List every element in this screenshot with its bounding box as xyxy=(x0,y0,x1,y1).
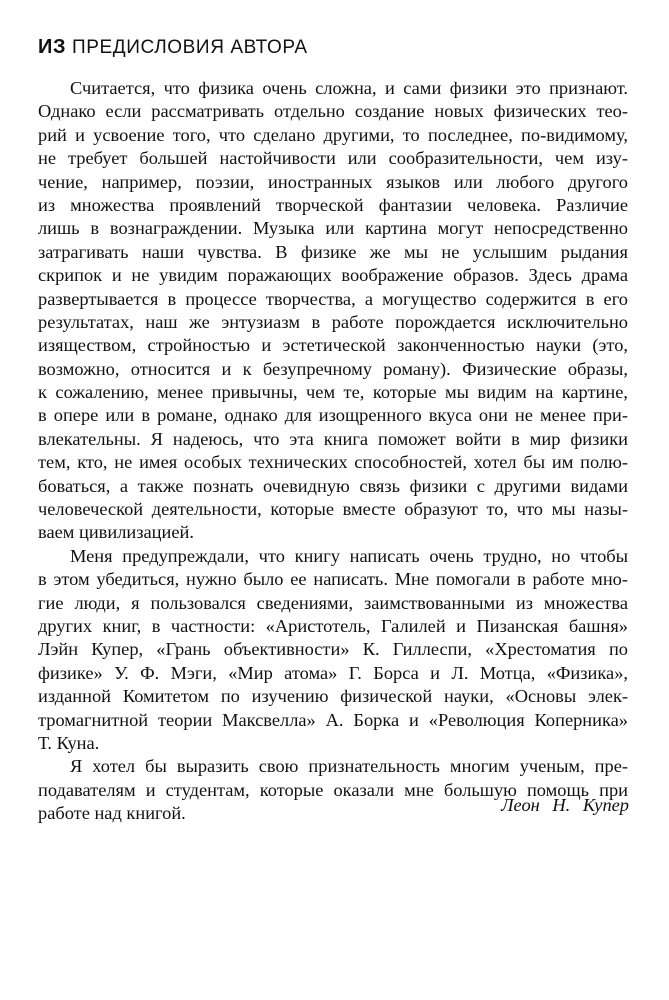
text-line: результатах, наш же энтузиазм в работе порождается исключительно xyxy=(38,311,628,332)
text-line: Я хотел бы выразить свою признательность многим ученым, пре- xyxy=(70,756,628,777)
text-line: ваем цивилизацией. xyxy=(38,522,194,543)
text-line: изяществом, стройностью и эстетической законченностью науки (это, xyxy=(38,335,628,356)
text-line: тем, кто, не имея особых технических способностей, хотел бы им полю- xyxy=(38,452,628,473)
text-line: чение, например, поэзии, иностранных языков или любого другого xyxy=(38,171,628,192)
page-heading xyxy=(38,36,308,59)
text-line: в опере или в романе, однако для изощренного вкуса они не менее при- xyxy=(38,405,628,426)
paragraph xyxy=(38,545,628,756)
text-line: возможно, относится и к безупречному роману). Физические образы, xyxy=(38,358,628,379)
text-line: из множества проявлений творческой фантазии человека. Различие xyxy=(38,194,628,215)
text-line: Лэйн Купер, «Грань объективности» К. Гиллеспи, «Хрестоматия по xyxy=(38,639,628,660)
text-line: подавателям и студентам, которые оказали мне большую помощь при xyxy=(38,779,628,800)
text-line: влекательны. Я надеюсь, что эта книга поможет войти в мир физики xyxy=(38,428,628,449)
text-line: других книг, в частности: «Аристотель, Галилей и Пизанская башня» xyxy=(38,615,628,636)
text-line: не требует большей настойчивости или сообразительности, чем изу- xyxy=(38,148,628,169)
text-line: Считается, что физика очень сложна, и сами физики это признают. xyxy=(70,78,628,98)
heading-rest: ПРЕДИСЛОВИЯ АВТОРА xyxy=(72,37,308,58)
text-line: Т. Куна. xyxy=(38,732,100,753)
text-line: скрипок и не увидим поражающих воображение образов. Здесь драма xyxy=(38,265,628,286)
text-line: человеческой деятельности, которые вместе образуют то, что мы назы- xyxy=(38,499,628,520)
author-signature: Леон Н. Купер xyxy=(501,795,629,815)
text-line: лишь в вознаграждении. Музыка или картина могут непосредственно xyxy=(38,218,628,239)
text-line: тромагнитной теории Максвелла» А. Борка и «Революция Коперника» xyxy=(38,709,628,730)
preface-body xyxy=(38,77,628,826)
text-line: работе над книгой. xyxy=(38,803,186,824)
text-line: физике» У. Ф. Мэги, «Мир атома» Г. Борса и Л. Мотца, «Физика», xyxy=(38,662,628,683)
text-line: рий и усвоение того, что сделано другими, то последнее, по-видимому, xyxy=(38,124,628,145)
text-line: в этом убедиться, нужно было ее написать. Мне помогали в работе мно- xyxy=(38,569,628,590)
heading-first-word: ИЗ xyxy=(38,36,67,58)
text-line: гие люди, я пользовался сведениями, заимствованными из множества xyxy=(38,592,628,613)
text-line: затрагивать наши чувства. В физике же мы не услышим рыдания xyxy=(38,241,628,262)
paragraph xyxy=(38,77,628,545)
text-line: боваться, а также познать очевидную связь физики с другими видами xyxy=(38,475,628,496)
text-line: Меня предупреждали, что книгу написать очень трудно, но чтобы xyxy=(70,545,628,566)
text-line: изданной Комитетом по изучению физической науки, «Основы элек- xyxy=(38,686,628,707)
text-line: развертывается в процессе творчества, а могущество содержится в его xyxy=(38,288,628,309)
text-line: Однако если рассматривать отдельно создание новых физических тео- xyxy=(38,101,628,122)
text-line: к сожалению, менее привычны, чем те, которые мы видим на картине, xyxy=(38,382,628,403)
